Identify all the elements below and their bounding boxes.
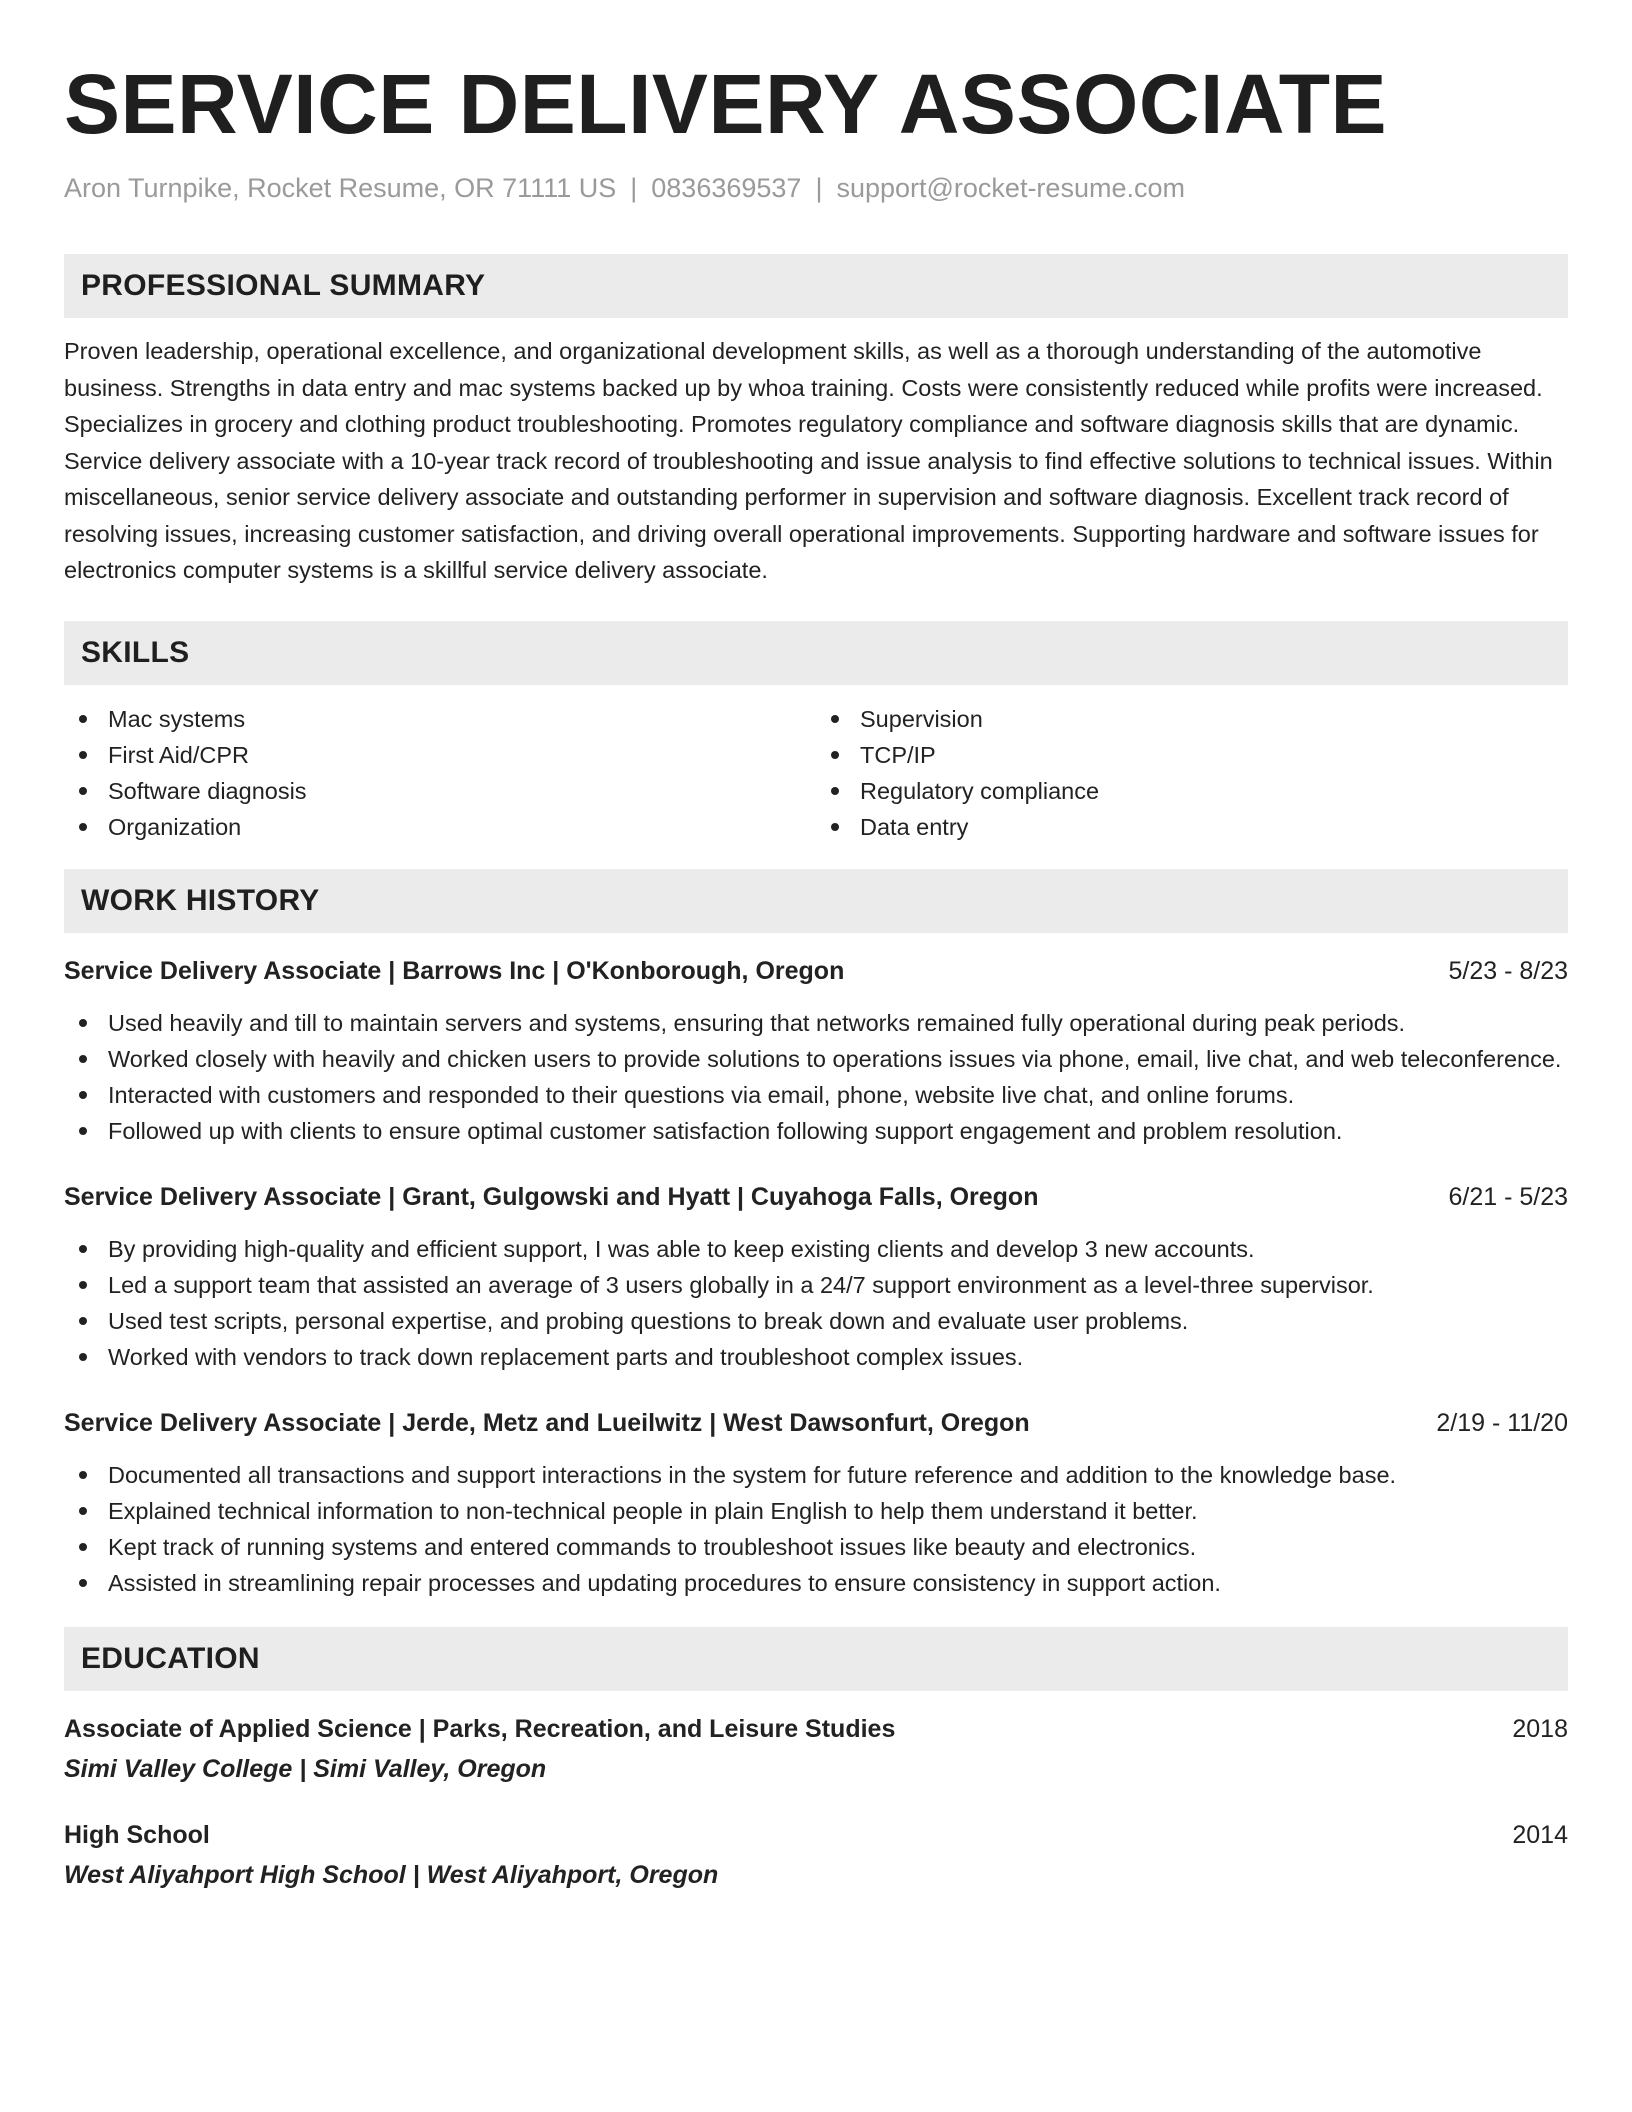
skill-item (816, 773, 1568, 809)
education-header (64, 1817, 1568, 1853)
contact-address: Aron Turnpike, Rocket Resume, OR 71111 US (64, 173, 617, 203)
bullet-dot (79, 1507, 87, 1515)
job-bullet (64, 1231, 1568, 1267)
skill-label: Supervision (860, 705, 983, 732)
bullet-dot (831, 751, 839, 759)
job-bullet (64, 1113, 1568, 1149)
skills-column-right (816, 701, 1568, 845)
job-title: Service Delivery Associate | Grant, Gulgowski and Hyatt | Cuyahoga Falls, Oregon (64, 1182, 1039, 1211)
contact-email: support@rocket-resume.com (836, 173, 1185, 203)
job-bullet (64, 1339, 1568, 1375)
bullet-dot (79, 1055, 87, 1063)
job-bullet-text: Explained technical information to non-technical people in plain English to help them understand it better. (108, 1497, 1198, 1524)
bullet-dot (831, 715, 839, 723)
bullet-dot (79, 1281, 87, 1289)
job-bullet-text: Worked with vendors to track down replacement parts and troubleshoot complex issues. (108, 1343, 1024, 1370)
education-school: Simi Valley College | Simi Valley, Oregon (64, 1754, 547, 1783)
job-header (64, 953, 1568, 989)
bullet-dot (79, 1471, 87, 1479)
work-history-heading: WORK HISTORY (64, 869, 1568, 933)
summary-text: Proven leadership, operational excellence, and organizational development skills, as well as a thorough understanding of the automotive business. Strengths in data entry and mac systems backed up by whoa training. Costs were consistently reduced while profits were increased. Specializes in grocery and clothing product troubleshooting. Promotes regulatory compliance and software diagnosis skills that are dynamic. Service delivery associate with a 10-year track record of troubleshooting and issue analysis to find effective solutions to technical issues. Within miscellaneous, senior service delivery associate and outstanding performer in supervision and software diagnosis. Excellent track record of resolving issues, increasing customer satisfaction, and driving overall operational improvements. Supporting hardware and software issues for electronics computer systems is a skillful service delivery associate. (64, 338, 1553, 583)
skills-column-left (64, 701, 816, 845)
contact-separator: | (815, 173, 823, 203)
skills-heading: SKILLS (64, 621, 1568, 685)
education-entry (64, 1711, 1568, 1787)
education-degree: High School (64, 1820, 210, 1849)
skill-label: Mac systems (108, 705, 246, 732)
job-dates: 5/23 - 8/23 (1448, 956, 1568, 985)
bullet-dot (831, 787, 839, 795)
resume-title: SERVICE DELIVERY ASSOCIATE (64, 57, 1388, 151)
bullet-dot (79, 1019, 87, 1027)
job-bullet-text: Kept track of running systems and entered commands to troubleshoot issues like beauty and electronics. (108, 1533, 1197, 1560)
job-entry (64, 1405, 1568, 1601)
job-bullet (64, 1005, 1568, 1041)
job-bullet-text: Worked closely with heavily and chicken users to provide solutions to operations issues via phone, email, live chat, and web teleconference. (108, 1045, 1562, 1072)
job-header (64, 1405, 1568, 1441)
job-bullet-text: Followed up with clients to ensure optimal customer satisfaction following support engagement and problem resolution. (108, 1117, 1343, 1144)
education-heading: EDUCATION (64, 1627, 1568, 1691)
bullet-dot (79, 787, 87, 795)
job-header (64, 1179, 1568, 1215)
job-dates: 2/19 - 11/20 (1436, 1408, 1568, 1437)
skills-list (64, 701, 1568, 845)
bullet-dot (831, 823, 839, 831)
skill-label: TCP/IP (860, 741, 936, 768)
education-year: 2014 (1512, 1820, 1568, 1849)
education-school: West Aliyahport High School | West Aliyahport, Oregon (64, 1860, 719, 1889)
skill-item (816, 737, 1568, 773)
skill-label: Regulatory compliance (860, 777, 1100, 804)
job-bullet-text: By providing high-quality and efficient support, I was able to keep existing clients and develop 3 new accounts. (108, 1235, 1255, 1262)
job-dates: 6/21 - 5/23 (1448, 1182, 1568, 1211)
skill-item (816, 809, 1568, 845)
education-header (64, 1711, 1568, 1747)
education-year: 2018 (1512, 1714, 1568, 1743)
skill-label: Organization (108, 813, 242, 840)
skill-label: Data entry (860, 813, 969, 840)
bullet-dot (79, 1543, 87, 1551)
job-bullets (64, 1231, 1568, 1375)
job-title: Service Delivery Associate | Jerde, Metz and Lueilwitz | West Dawsonfurt, Oregon (64, 1408, 1030, 1437)
skill-item (64, 701, 816, 737)
contact-phone: 0836369537 (651, 173, 802, 203)
job-bullet (64, 1303, 1568, 1339)
bullet-dot (79, 751, 87, 759)
job-bullet (64, 1041, 1568, 1077)
summary-heading: PROFESSIONAL SUMMARY (64, 254, 1568, 318)
job-bullet-text: Led a support team that assisted an average of 3 users globally in a 24/7 support environment as a level-three supervisor. (108, 1271, 1374, 1298)
job-bullet-text: Assisted in streamlining repair processes and updating procedures to ensure consistency in support action. (108, 1569, 1221, 1596)
bullet-dot (79, 715, 87, 723)
job-title: Service Delivery Associate | Barrows Inc | O'Konborough, Oregon (64, 956, 845, 985)
job-bullet-text: Used heavily and till to maintain servers and systems, ensuring that networks remained fully operational during peak periods. (108, 1009, 1406, 1036)
skill-item (64, 809, 816, 845)
skill-item (64, 737, 816, 773)
bullet-dot (79, 1245, 87, 1253)
job-bullets (64, 1005, 1568, 1149)
bullet-dot (79, 1353, 87, 1361)
skill-item (816, 701, 1568, 737)
education-entry (64, 1817, 1568, 1893)
education-degree: Associate of Applied Science | Parks, Recreation, and Leisure Studies (64, 1714, 896, 1743)
bullet-dot (79, 1127, 87, 1135)
contact-separator: | (630, 173, 638, 203)
job-bullet (64, 1493, 1568, 1529)
job-bullet (64, 1267, 1568, 1303)
bullet-dot (79, 1091, 87, 1099)
bullet-dot (79, 823, 87, 831)
job-bullet-text: Documented all transactions and support interactions in the system for future reference and addition to the knowledge base. (108, 1461, 1397, 1488)
job-entry (64, 1179, 1568, 1375)
job-bullet (64, 1457, 1568, 1493)
job-bullet (64, 1565, 1568, 1601)
skill-item (64, 773, 816, 809)
job-entry (64, 953, 1568, 1149)
contact-line (64, 172, 1568, 204)
skill-label: First Aid/CPR (108, 741, 250, 768)
bullet-dot (79, 1317, 87, 1325)
job-bullet-text: Used test scripts, personal expertise, and probing questions to break down and evaluate user problems. (108, 1307, 1189, 1334)
skill-label: Software diagnosis (108, 777, 307, 804)
job-bullet (64, 1529, 1568, 1565)
job-bullets (64, 1457, 1568, 1601)
job-bullet-text: Interacted with customers and responded to their questions via email, phone, website live chat, and online forums. (108, 1081, 1295, 1108)
job-bullet (64, 1077, 1568, 1113)
bullet-dot (79, 1579, 87, 1587)
